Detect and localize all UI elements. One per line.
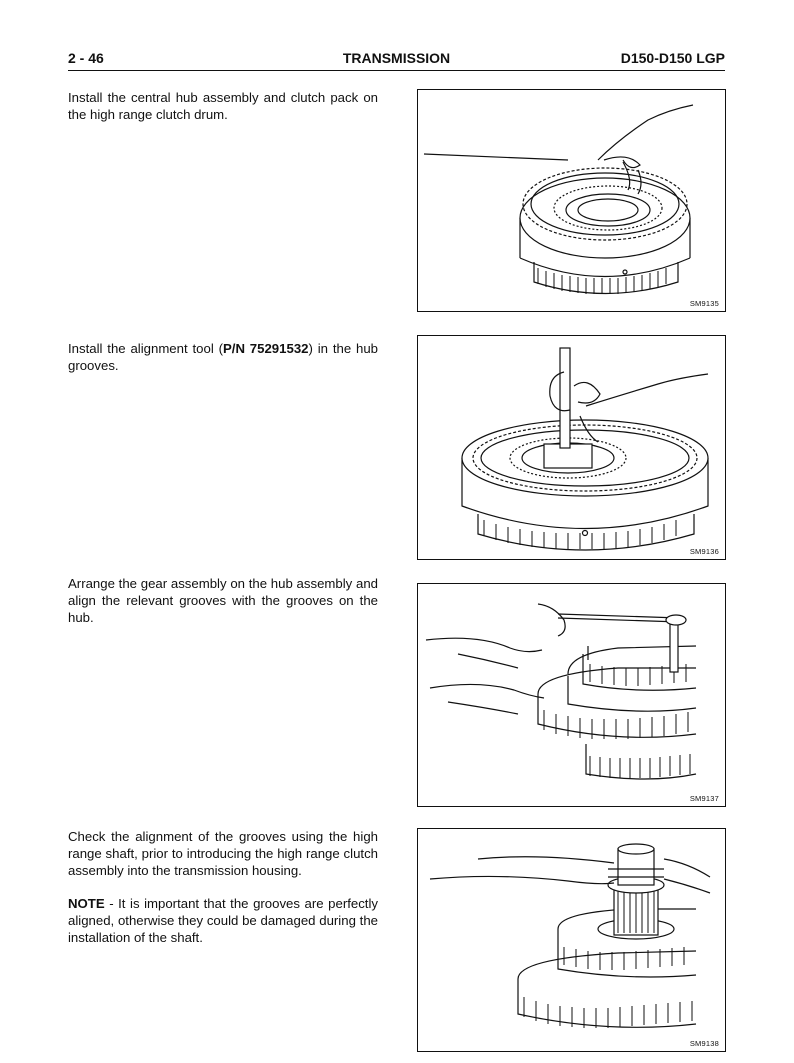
step-1-text: Install the central hub assembly and clutch pack on the high range clutch drum. [68, 90, 378, 122]
note-body: - It is important that the grooves are perfectly aligned, otherwise they could be damaged during the installation of the shaft. [68, 896, 378, 945]
figure-sm9136 [417, 335, 726, 560]
gear-assembly-illustration [418, 584, 725, 806]
step-2-text-after: ) in the hub grooves. [68, 341, 378, 373]
figure-sm9138 [417, 828, 726, 1052]
figure-code: SM9138 [689, 1039, 719, 1048]
step-4-text: Check the alignment of the grooves using the high range shaft, prior to introducing the high range clutch assembly into the transmission housing. [68, 829, 378, 878]
model-name: D150-D150 LGP [620, 50, 725, 66]
step-3-text: Arrange the gear assembly on the hub assembly and align the relevant grooves with the grooves on the hub. [68, 576, 378, 625]
figure-code: SM9137 [689, 794, 719, 803]
step-2-text-before: Install the alignment tool ( [68, 341, 223, 356]
figure-sm9135 [417, 89, 726, 312]
note-label: NOTE [68, 896, 105, 911]
high-range-shaft-illustration [418, 829, 725, 1051]
page-header [68, 48, 725, 71]
note-text [68, 895, 378, 946]
step-2-text [68, 340, 378, 374]
section-title: TRANSMISSION [342, 50, 451, 66]
alignment-tool-illustration [418, 336, 725, 559]
figure-code: SM9135 [689, 299, 719, 308]
figure-code: SM9136 [689, 547, 719, 556]
figure-sm9137 [417, 583, 726, 807]
page-number: 2 - 46 [68, 50, 104, 66]
hub-clutch-drum-illustration [418, 90, 725, 311]
part-number: P/N 75291532 [222, 341, 309, 356]
